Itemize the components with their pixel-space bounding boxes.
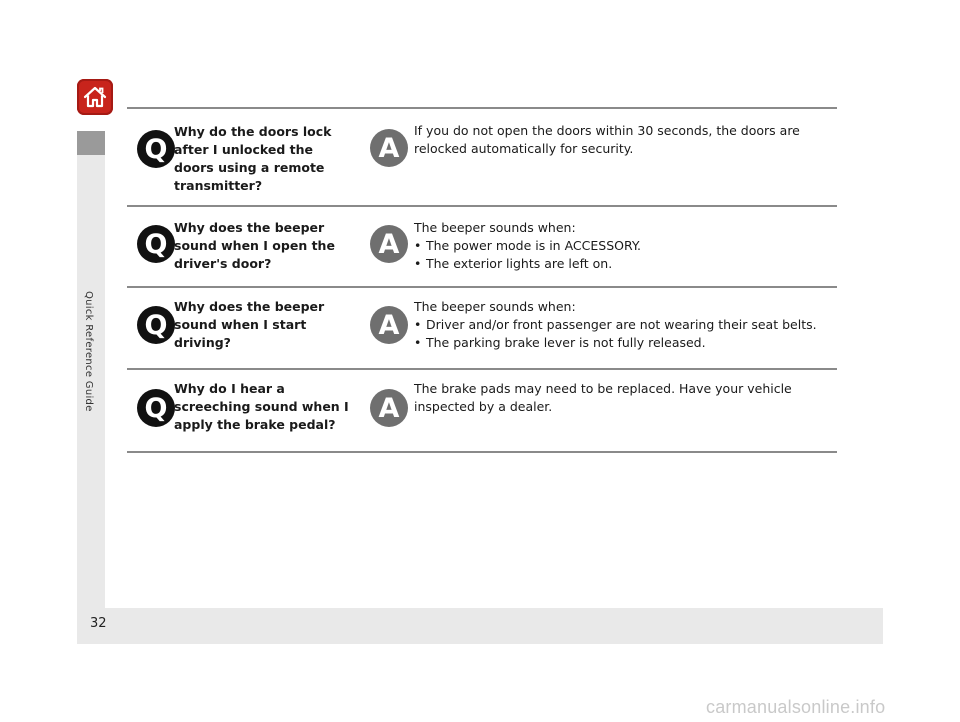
qa-row — [127, 370, 837, 453]
bullet-item: • The parking brake lever is not fully released. — [414, 334, 834, 352]
question-badge: Q — [137, 389, 175, 427]
qa-list — [127, 107, 837, 453]
answer-text: The beeper sounds when: — [414, 220, 576, 235]
answer-text: The brake pads may need to be replaced. Have your vehicle inspected by a dealer. — [414, 381, 792, 414]
qa-row — [127, 109, 837, 207]
answer-bullets — [414, 237, 834, 273]
page-footer — [77, 608, 883, 644]
answer-text-block — [414, 219, 834, 273]
answer-text: If you do not open the doors within 30 seconds, the doors are relocked automatically for security. — [414, 123, 800, 156]
answer-badge: A — [370, 129, 408, 167]
bullet-item: • The exterior lights are left on. — [414, 255, 834, 273]
qa-row — [127, 207, 837, 288]
answer-badge: A — [370, 389, 408, 427]
question-text: Why does the beeper sound when I open the driver's door? — [174, 220, 335, 271]
home-button[interactable] — [77, 79, 113, 115]
question-text: Why does the beeper sound when I start driving? — [174, 299, 325, 350]
question-badge: Q — [137, 306, 175, 344]
home-icon — [82, 85, 108, 109]
answer-text-block — [414, 380, 834, 416]
answer-text-block — [414, 122, 834, 158]
qa-row — [127, 288, 837, 370]
bullet-item: • The power mode is in ACCESSORY. — [414, 237, 834, 255]
question-badge: Q — [137, 225, 175, 263]
question-text: Why do I hear a screeching sound when I apply the brake pedal? — [174, 381, 349, 432]
sidebar-label[interactable]: Quick Reference Guide — [83, 291, 94, 412]
page-number: 32 — [90, 616, 107, 631]
watermark: carmanualsonline.info — [706, 697, 886, 717]
answer-badge: A — [370, 225, 408, 263]
answer-badge: A — [370, 306, 408, 344]
sidebar-cap — [77, 131, 105, 155]
answer-bullets — [414, 316, 834, 352]
question-text: Why do the doors lock after I unlocked the doors using a remote transmitter? — [174, 124, 332, 193]
question-badge: Q — [137, 130, 175, 168]
answer-text: The beeper sounds when: — [414, 299, 576, 314]
answer-text-block — [414, 298, 834, 352]
sidebar — [77, 131, 105, 608]
bullet-item: • Driver and/or front passenger are not wearing their seat belts. — [414, 316, 834, 334]
